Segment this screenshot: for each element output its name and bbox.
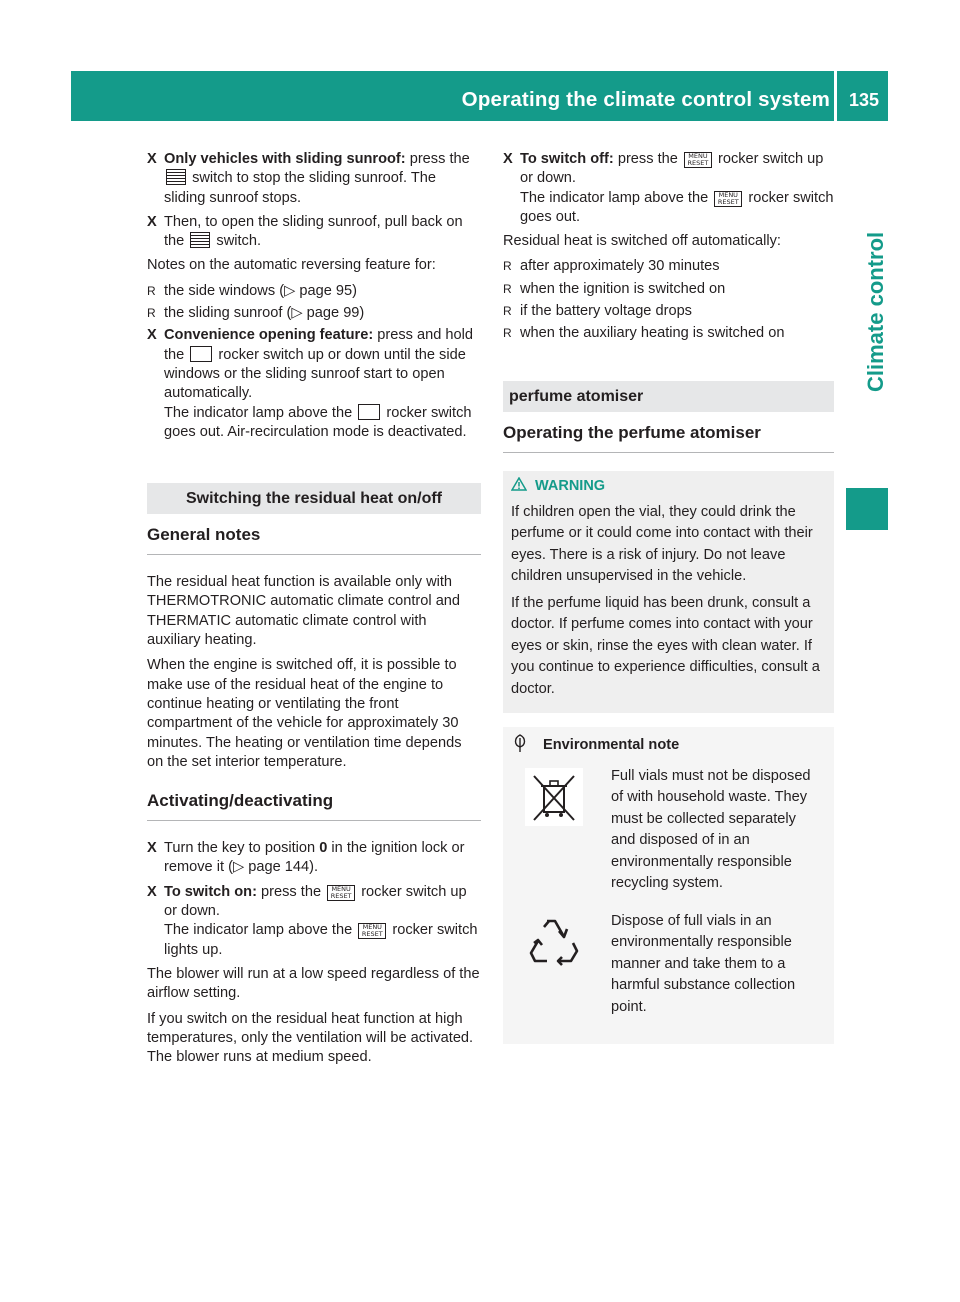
step-bold-label: Convenience opening feature: [164, 327, 374, 344]
env-text: Dispose of full vials in an environmentally responsible manner and take them to a harmful substance collection point. [611, 912, 796, 1015]
step-text: Turn the key to position [164, 840, 316, 857]
step-marker-icon: X [147, 883, 157, 900]
key-position: 0 [319, 840, 328, 857]
recycling-icon [525, 913, 583, 979]
menu-key-label: MENU [718, 190, 738, 199]
side-tab-marker [846, 488, 888, 530]
page-ref-icon: ▷ [232, 859, 245, 876]
sunroof-switch-icon [190, 232, 210, 248]
environmental-note-box [503, 727, 834, 1044]
page-ref-link[interactable]: page 95) [299, 282, 357, 299]
menu-key-label: MENU [331, 884, 351, 893]
step-bold-label: To switch on: [164, 883, 257, 900]
env-row-recycling [511, 911, 824, 1019]
side-tab-label: Climate control [863, 231, 888, 392]
list-text: when the ignition is switched on [520, 280, 726, 297]
page-ref-icon: ▷ [291, 305, 303, 322]
step-sunroof-stop [147, 150, 481, 208]
page-ref-link[interactable]: page 99) [306, 305, 365, 322]
env-row-disposal [511, 766, 824, 895]
reset-key-label: RESET [361, 930, 383, 939]
step-text: switch. [216, 233, 262, 250]
paragraph: When the engine is switched off, it is possible to make use of the residual heat of the engine to continue heating or ventilating the front compartment of the vehicle for approximately 30 minutes. The heating or ventilation time depends on the set interior temperature. [147, 657, 462, 770]
page-number: 135 [848, 90, 880, 110]
header-title: Operating the climate control system [461, 88, 830, 111]
warning-text: If children open the vial, they could drink the perfume or it could come into contact with their eyes. There is a risk of injury. Do not leave children unsupervised in the vehicle. [511, 503, 813, 585]
header-separator [834, 71, 837, 121]
sunroof-switch-icon [166, 169, 186, 185]
reset-key-label: RESET [687, 159, 709, 167]
step-marker-icon: X [147, 213, 157, 230]
list-item [147, 304, 481, 323]
air-recirculation-icon [358, 404, 380, 420]
menu-reset-key-icon [714, 191, 742, 207]
bullet-icon: R [503, 281, 512, 296]
step-text: press the [617, 151, 678, 167]
step-text: Then, to open the sliding sunroof, pull back on the [164, 213, 463, 250]
step-marker-icon: X [503, 151, 513, 167]
env-text: Full vials must not be disposed of with household waste. They must be collected separately and disposed of in an environmentally responsible recycling system. [611, 767, 811, 892]
warning-label: WARNING [535, 477, 606, 494]
list-text: after approximately 30 minutes [520, 258, 720, 275]
warning-title [511, 477, 826, 496]
bullet-icon: R [503, 259, 512, 274]
step-marker-icon: X [147, 840, 157, 857]
list-item [503, 257, 834, 276]
step-sunroof-open [147, 213, 481, 252]
activating-heading: Activating/deactivating [147, 790, 481, 821]
env-title: Environmental note [543, 737, 680, 754]
step-text: The indicator lamp above the [164, 922, 353, 939]
page-ref-icon: ▷ [284, 282, 296, 299]
env-title-row [511, 733, 824, 755]
left-column [147, 150, 481, 1073]
residual-intro: Residual heat is switched off automatically: [503, 233, 781, 250]
general-notes-heading: General notes [147, 524, 481, 555]
menu-reset-key-icon [327, 885, 355, 901]
list-text: the side windows ( [164, 282, 285, 299]
list-item [147, 282, 481, 301]
menu-reset-key-icon [358, 923, 386, 939]
step-marker-icon: X [147, 327, 157, 344]
warning-box [503, 471, 834, 714]
environment-leaf-icon [511, 733, 529, 753]
paragraph: The blower will run at a low speed regardless of the airflow setting. [147, 965, 480, 1002]
operating-perfume-heading: Operating the perfume atomiser [503, 422, 834, 453]
list-text: when the auxiliary heating is switched on [520, 325, 785, 342]
step-text: rocker switch up or down until the side windows or the sliding sunroof start to open automatically. [164, 346, 466, 402]
page-ref-link[interactable]: page 144). [248, 859, 319, 876]
right-column [503, 150, 834, 1044]
step-text: in the ignition lock or remove it ( [164, 840, 465, 876]
step-text: rocker switch up or down. [520, 151, 824, 187]
menu-reset-key-icon [684, 152, 712, 168]
reset-key-label: RESET [330, 891, 352, 900]
warning-text: If the perfume liquid has been drunk, consult a doctor. If perfume comes into contact with your eyes or skin, rinse the eyes with clean water. If you continue to experience difficulties, consult a doctor. [511, 594, 820, 697]
step-text: press and hold the [164, 327, 474, 363]
step-bold-label: To switch off: [520, 151, 614, 167]
menu-key-label: MENU [688, 152, 708, 160]
step-turn-key [147, 839, 481, 878]
step-text: press the [261, 883, 322, 900]
bullet-icon: R [503, 326, 512, 341]
notes-intro: Notes on the automatic reversing feature for: [147, 257, 436, 274]
step-text: switch to stop the sliding sunroof. The sliding sunroof stops. [164, 170, 436, 206]
list-text: if the battery voltage drops [520, 303, 692, 320]
page-header [71, 71, 888, 121]
section-title-perfume: perfume atomiser [503, 381, 834, 412]
step-text: rocker switch up or down. [164, 883, 467, 920]
step-text: The indicator lamp above the [520, 189, 709, 206]
step-text: rocker switch goes out. Air-recirculation mode is deactivated. [164, 404, 472, 440]
step-convenience-opening [147, 326, 481, 442]
step-switch-off [503, 150, 834, 227]
step-text: The indicator lamp above the [164, 404, 353, 421]
list-item [503, 280, 834, 299]
step-bold-label: Only vehicles with sliding sunroof: [164, 151, 406, 167]
step-marker-icon: X [147, 151, 157, 167]
warning-triangle-icon [511, 477, 527, 491]
step-text: rocker switch goes out. [520, 189, 834, 225]
list-item [503, 302, 834, 321]
section-title-residual-heat: Switching the residual heat on/off [147, 483, 481, 514]
step-switch-on [147, 883, 481, 960]
bullet-icon: R [147, 283, 156, 298]
crossed-bin-icon [525, 768, 583, 834]
list-text: the sliding sunroof ( [164, 305, 292, 322]
paragraph: If you switch on the residual heat function at high temperatures, only the ventilation will be activated. The blower runs at medium speed. [147, 1010, 474, 1066]
step-text: rocker switch lights up. [164, 922, 478, 958]
step-text: press the [409, 151, 470, 167]
reset-key-label: RESET [717, 197, 739, 206]
menu-key-label: MENU [362, 923, 382, 932]
list-item [503, 324, 834, 343]
paragraph: The residual heat function is available only with THERMOTRONIC automatic climate control and THERMATIC automatic climate control with auxiliary heating. [147, 574, 461, 649]
air-recirculation-icon [190, 346, 212, 362]
bullet-icon: R [147, 306, 156, 321]
bullet-icon: R [503, 304, 512, 319]
